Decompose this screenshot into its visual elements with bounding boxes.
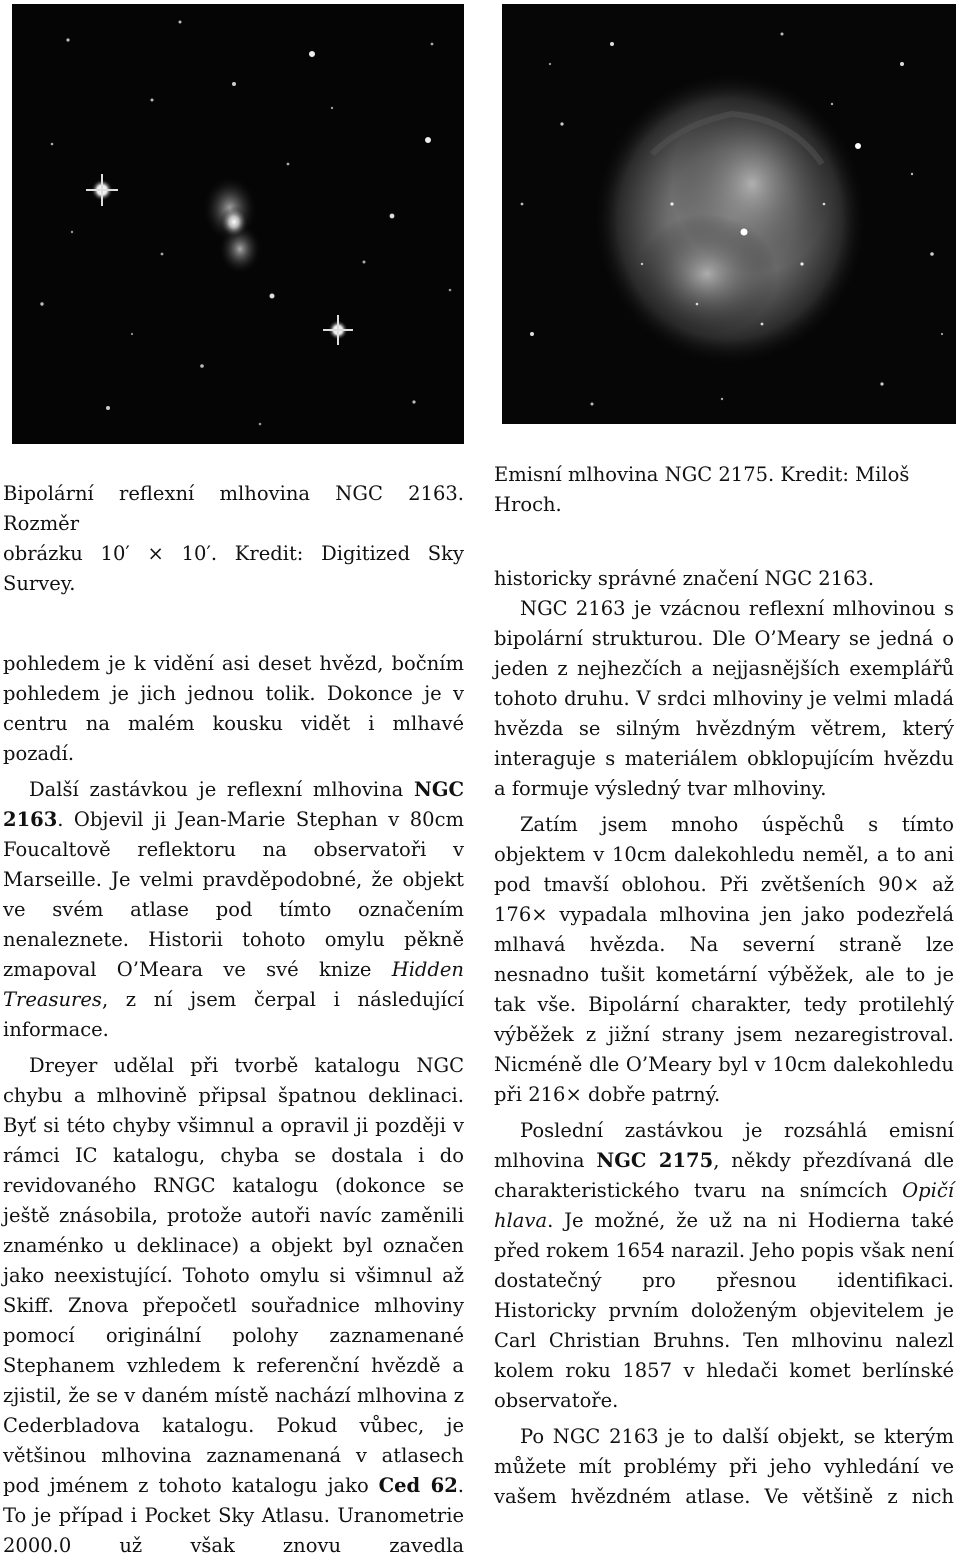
object-name: NGC 2163 [3, 778, 464, 831]
left-text-column [3, 479, 464, 1561]
text-run: Poslední zastávkou je rozsáhlá emisní mlhovina [494, 1119, 954, 1172]
text-run: . Je možné, že už na ni Hodierna také před rokem 1654 narazil. Jeho popis však není dostatečný pro přesnou identifikaci. Historicky prvním doloženým objevitelem je Carl Christian Bruhns. Ten mlhovinu nalezl kolem roku 1857 v hledači komet berlínské observatoře. [494, 1209, 954, 1412]
paragraph: NGC 2163 je vzácnou reflexní mlhovinou s bipolární strukturou. Dle O’Meary se jedná o jeden z nejhezčích a nejjasnějších exemplářů tohoto druhu. V srdci mlhoviny je velmi mladá hvězda se silným hvězdným větrem, který interaguje s materiálem obklopujícím hvězdu a formuje výsledný tvar mlhoviny. [494, 597, 954, 800]
ngc2163-starfield-image [12, 4, 464, 444]
text-run: Dreyer udělal při tvorbě katalogu NGC chybu a mlhovině připsal špatnou deklinaci. Byť si této chyby všimnul a opravil ji později v rámci IC katalogu, chyba se dostala i do revidovaného RNGC katalogu (dokonce se ještě znásobila, protože autoři navíc zaměnili znaménko u deklinace) a objekt byl označen jako neexistující. Tohoto omylu si všimnul až Skiff. Znova přepočetl souřadnice mlhoviny pomocí originální polohy zaznamenané Stephanem vzhledem k referenční hvězdě a zjistil, že se v daném místě nachází mlhovina z Cederbladova katalogu. Pokud vůbec, je většinou mlhovina zaznamenaná v atlasech pod jménem z tohoto katalogu jako [3, 1054, 464, 1497]
ngc2163-photo [12, 4, 464, 444]
paragraph-ngc2175 [494, 1116, 954, 1416]
caption-line: obrázku 10′ × 10′. Kredit: Digitized Sky Survey. [3, 542, 464, 595]
figure-caption-ngc2163 [3, 479, 464, 599]
text-run: . Objevil ji Jean-Marie Stephan v 80cm Foucaltově reflektoru na observatoři v Marseille. Je velmi pravděpodobné, že objekt ve svém atlase pod tímto označením nenaleznete. Historii tohoto omylu pěkně zmapoval O’Meara ve své knize [3, 808, 464, 981]
text-run: , z ní jsem čerpal i následující informace. [3, 988, 464, 1041]
paragraph: pohledem je k vidění asi deset hvězd, bočním pohledem je jich jednou tolik. Dokonce je v centru na malém kousku vidět i mlhavé pozadí. [3, 652, 464, 765]
book-title: Hidden Treasures [3, 958, 464, 1011]
caption-line: Emisní mlhovina NGC 2175. Kredit: Miloš [494, 463, 910, 486]
figure-caption-ngc2175 [494, 460, 954, 520]
paragraph-dreyer [3, 1051, 464, 1561]
text-run: Další zastávkou je reflexní mlhovina [29, 778, 414, 801]
paragraph: Zatím jsem mnoho úspěchů s tímto objektem v 10cm dalekohledu neměl, a to ani pod tmavší oblohou. Při zvětšeních 90× až 176× vypadala mlhovina jen jako podezřelá mlhavá hvězda. Na severní straně lze nesnadno tušit kometární výběžek, ale to je tak vše. Bipolární charakter, tedy protilehlý výběžek z jižní strany jsem nezaregistroval. Nicméně dle O’Meary byl v 10cm dalekohledu při 216× dobře patrný. [494, 813, 954, 1106]
ngc2175-photo [502, 4, 956, 424]
paragraph: Po NGC 2163 je to další objekt, se kterým můžete mít problémy při jeho vyhledání ve vašem hvězdném atlase. Ve většině z nich [494, 1425, 954, 1508]
caption-line: Hroch. [494, 493, 562, 516]
ngc2175-nebula-image [502, 4, 956, 424]
paragraph: historicky správné značení NGC 2163. [494, 567, 875, 590]
right-text-column [494, 460, 954, 1512]
text-run: . To je případ i Pocket Sky Atlasu. Uranometrie 2000.0 už však znovu zavedla [3, 1474, 464, 1557]
nickname: Opičí hlava [494, 1179, 954, 1232]
object-name: NGC 2175 [596, 1149, 714, 1172]
caption-line: Bipolární reflexní mlhovina NGC 2163. Rozměr [3, 482, 464, 535]
text-run: , někdy přezdívaná dle charakteristického tvaru na snímcích [494, 1149, 954, 1202]
paragraph-ngc2163 [3, 775, 464, 1045]
object-name: Ced 62 [378, 1474, 458, 1497]
